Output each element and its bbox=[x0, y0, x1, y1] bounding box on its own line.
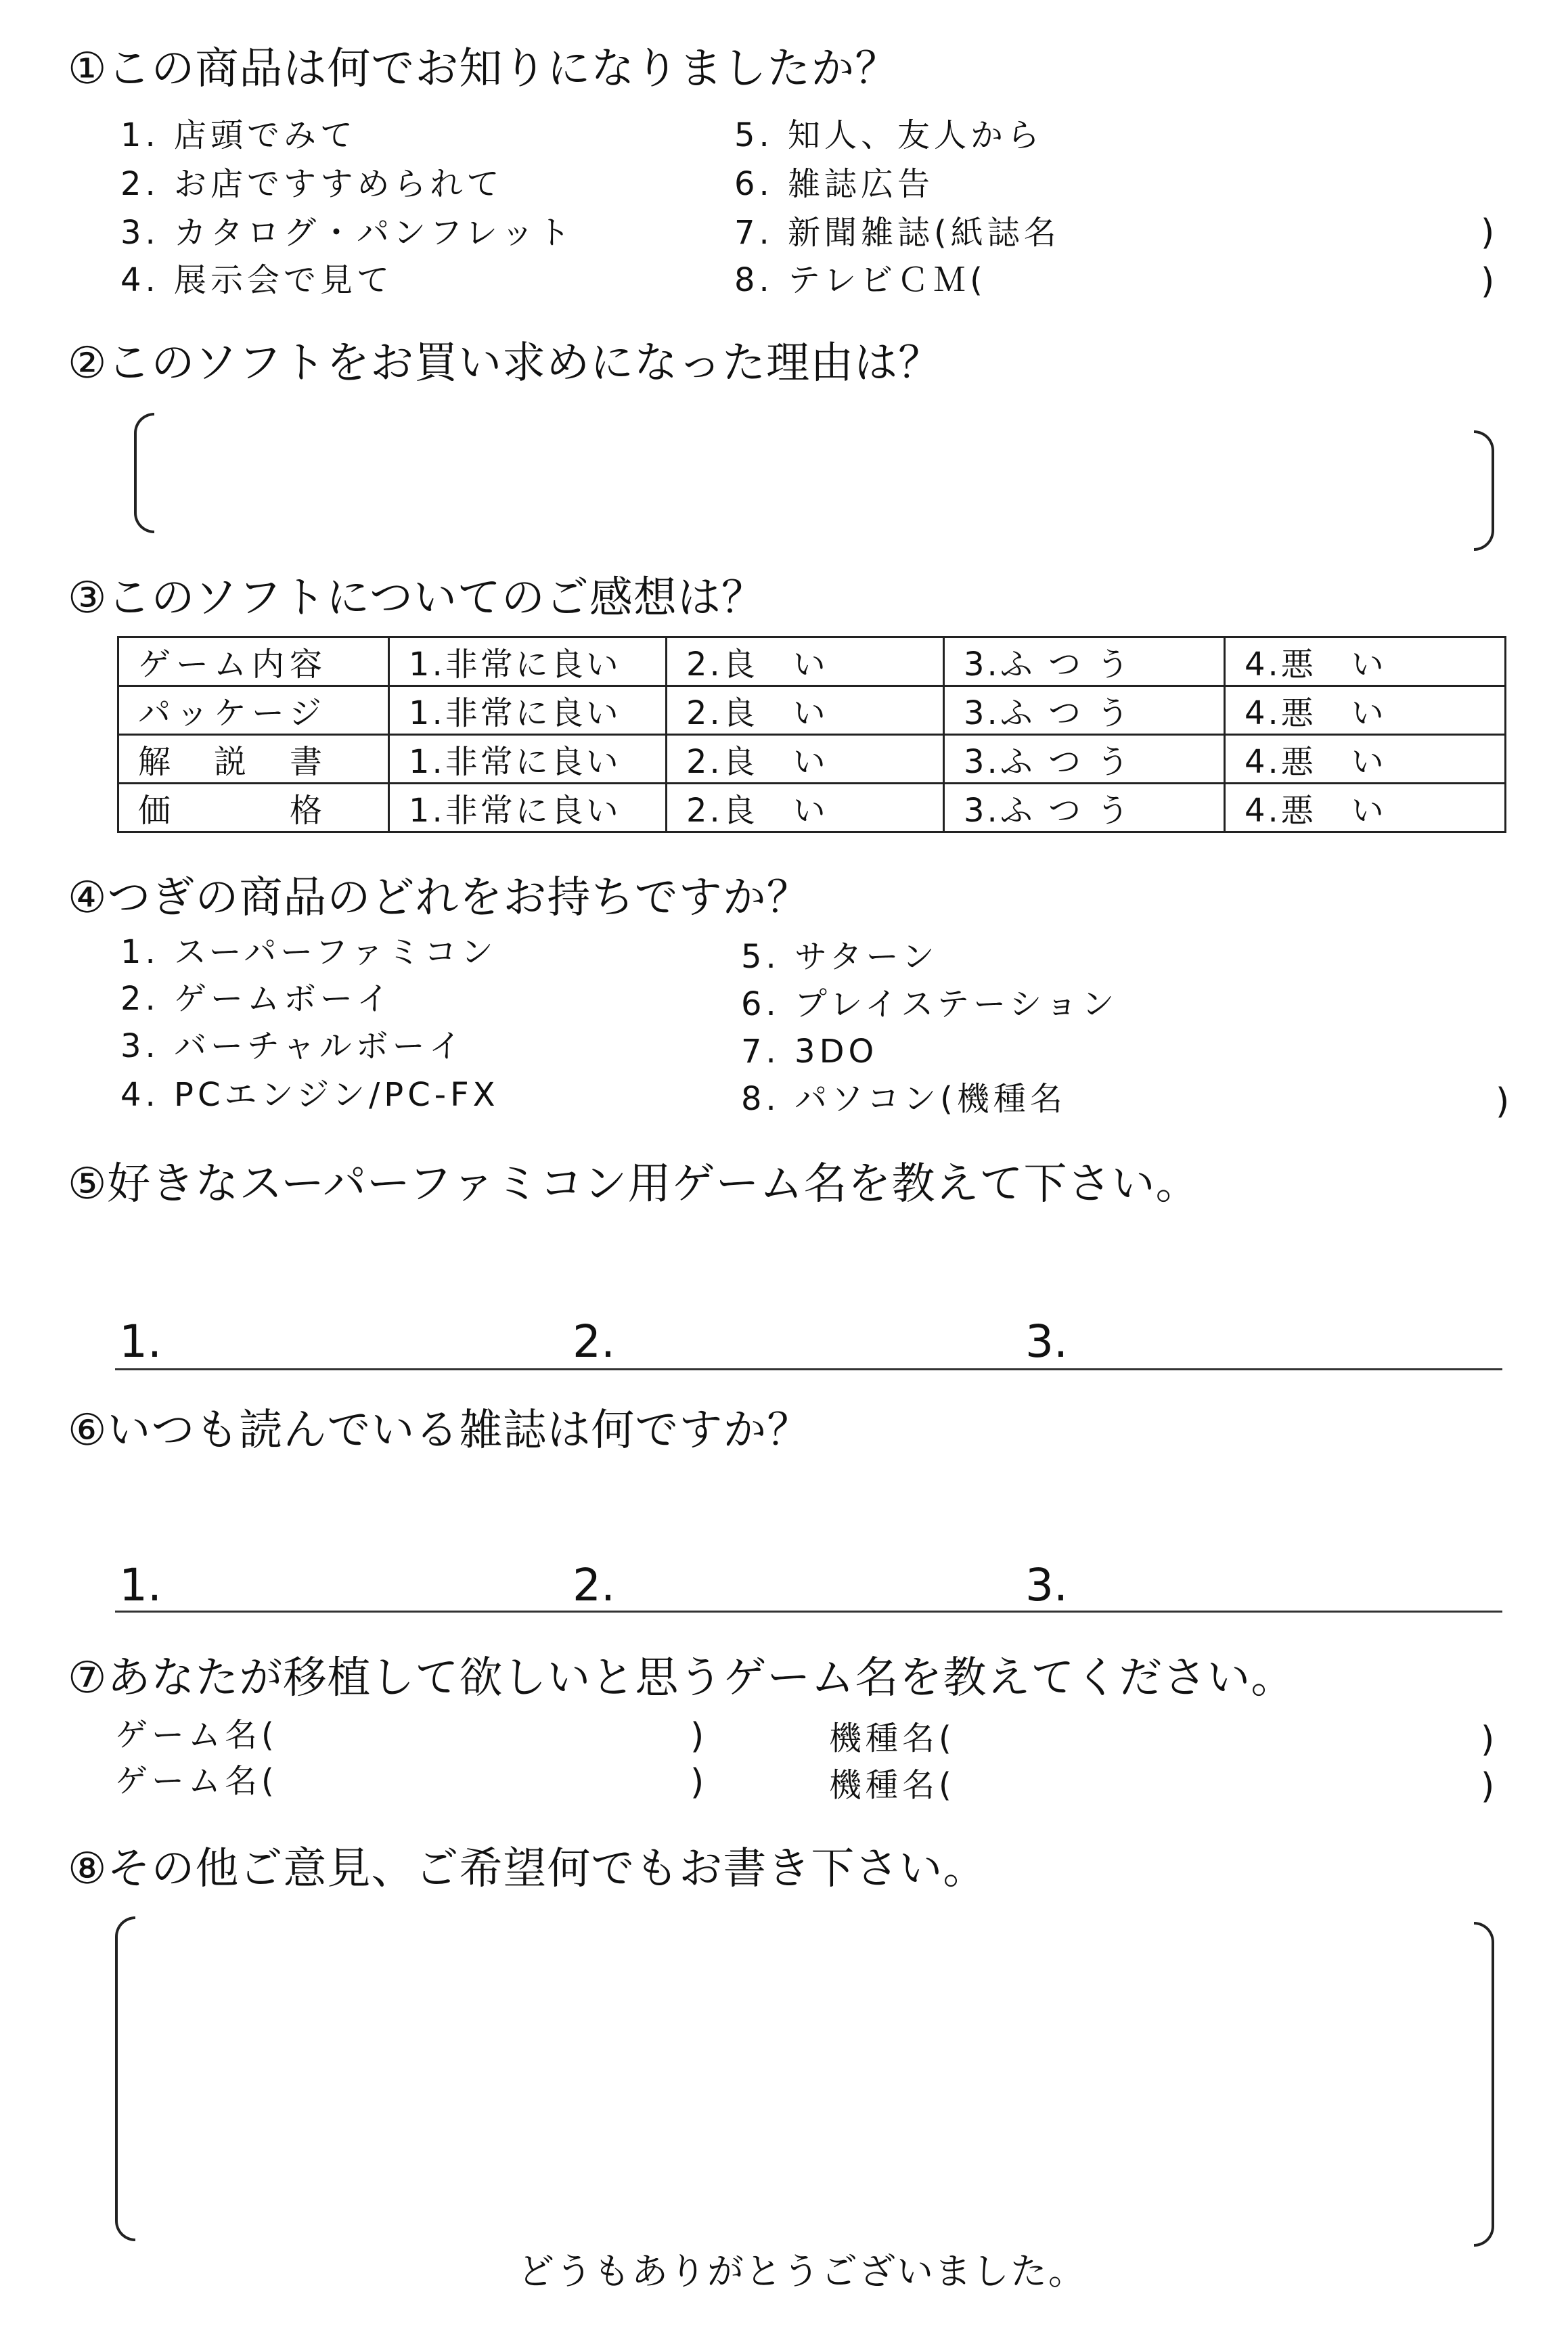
rating-row bbox=[118, 784, 1506, 832]
q7-machine-name-label-1[interactable]: 機種名( bbox=[829, 1719, 956, 1757]
q5-answer-2-number: 2. bbox=[573, 1316, 615, 1368]
q1-option-3[interactable]: 3. カタログ・パンフレット bbox=[120, 214, 575, 252]
rating-choice[interactable]: 1.非常に良い bbox=[389, 784, 667, 832]
rating-choice[interactable]: 4.悪 い bbox=[1225, 735, 1506, 784]
rating-row bbox=[118, 637, 1506, 686]
q1-option-7-close-paren: ) bbox=[1481, 212, 1495, 253]
question-4-title: ④つぎの商品のどれをお持ちですか？ bbox=[68, 873, 811, 923]
rating-choice[interactable]: 3.ふ つ う bbox=[944, 784, 1225, 832]
q2-answer-box-right-bracket bbox=[1474, 430, 1494, 551]
q7-machine-name-close-2: ) bbox=[1481, 1766, 1495, 1807]
q1-option-2[interactable]: 2. お店ですすめられて bbox=[120, 165, 503, 203]
rating-category: ゲーム内容 bbox=[118, 637, 389, 686]
q8-answer-box-right-bracket bbox=[1474, 1922, 1494, 2247]
question-5-title: ⑤好きなスーパーファミコン用ゲーム名を教えて下さい。 bbox=[68, 1159, 1200, 1209]
rating-choice[interactable]: 2.良 い bbox=[667, 784, 944, 832]
q4-option-4[interactable]: 4. PCエンジン/PC-FX bbox=[120, 1076, 499, 1114]
rating-row bbox=[118, 735, 1506, 784]
rating-category: 解 説 書 bbox=[118, 735, 389, 784]
q7-machine-name-label-2[interactable]: 機種名( bbox=[829, 1766, 956, 1804]
q1-option-8[interactable]: 8. テレビＣＭ( bbox=[734, 261, 987, 299]
question-2-title: ②このソフトをお買い求めになった理由は？ bbox=[68, 338, 943, 388]
q7-machine-name-close-1: ) bbox=[1481, 1719, 1495, 1760]
q4-option-6[interactable]: 6. プレイステーション bbox=[741, 985, 1119, 1023]
q6-answer-line[interactable] bbox=[115, 1611, 1502, 1613]
q1-option-6[interactable]: 6. 雑誌広告 bbox=[734, 165, 935, 203]
q1-option-7[interactable]: 7. 新聞雑誌(紙誌名 bbox=[734, 214, 1060, 252]
q7-game-name-label-1[interactable]: ゲーム名( bbox=[115, 1716, 278, 1754]
question-8-title: ⑧その他ご意見、ご希望何でもお書き下さい。 bbox=[68, 1844, 987, 1894]
rating-choice[interactable]: 1.非常に良い bbox=[389, 637, 667, 686]
q2-answer-box-left-bracket bbox=[134, 413, 154, 533]
q7-game-name-close-1: ) bbox=[690, 1716, 704, 1757]
rating-choice[interactable]: 2.良 い bbox=[667, 637, 944, 686]
q4-option-8[interactable]: 8. パソコン(機種名 bbox=[741, 1080, 1067, 1118]
rating-choice[interactable]: 1.非常に良い bbox=[389, 735, 667, 784]
rating-table bbox=[117, 636, 1506, 833]
question-7-title: ⑦あなたが移植して欲しいと思うゲーム名を教えてください。 bbox=[68, 1653, 1295, 1703]
q5-answer-3-number: 3. bbox=[1025, 1316, 1068, 1368]
q8-answer-area[interactable] bbox=[142, 1925, 1462, 2230]
q6-answer-3-number: 3. bbox=[1025, 1559, 1068, 1611]
rating-choice[interactable]: 3.ふ つ う bbox=[944, 735, 1225, 784]
q7-game-name-label-2[interactable]: ゲーム名( bbox=[115, 1762, 278, 1800]
q4-option-2[interactable]: 2. ゲームボーイ bbox=[120, 980, 394, 1018]
q8-answer-box-left-bracket bbox=[115, 1916, 135, 2241]
rating-choice[interactable]: 3.ふ つ う bbox=[944, 686, 1225, 735]
q4-option-7[interactable]: 7. 3DO bbox=[741, 1033, 878, 1071]
q1-option-8-close-paren: ) bbox=[1481, 261, 1495, 302]
rating-category: パッケージ bbox=[118, 686, 389, 735]
rating-category: 価 格 bbox=[118, 784, 389, 832]
q6-answer-2-number: 2. bbox=[573, 1559, 615, 1611]
q5-answer-line[interactable] bbox=[115, 1368, 1502, 1370]
q4-option-8-close-paren: ) bbox=[1496, 1081, 1510, 1122]
q6-answer-1-number: 1. bbox=[119, 1559, 162, 1611]
rating-row bbox=[118, 686, 1506, 735]
question-3-title: ③このソフトについてのご感想は？ bbox=[68, 573, 765, 623]
thank-you-message: どうもありがとうございました。 bbox=[518, 2250, 1086, 2293]
rating-choice[interactable]: 4.悪 い bbox=[1225, 686, 1506, 735]
rating-choice[interactable]: 4.悪 い bbox=[1225, 637, 1506, 686]
q1-option-1[interactable]: 1. 店頭でみて bbox=[120, 116, 357, 154]
q4-option-1[interactable]: 1. スーパーファミコン bbox=[120, 933, 497, 971]
q2-answer-area[interactable] bbox=[162, 420, 1462, 535]
rating-choice[interactable]: 4.悪 い bbox=[1225, 784, 1506, 832]
q5-answer-1-number: 1. bbox=[119, 1316, 162, 1368]
q7-game-name-close-2: ) bbox=[690, 1762, 704, 1803]
q4-option-5[interactable]: 5. サターン bbox=[741, 938, 939, 976]
question-1-title: ①この商品は何でお知りになりましたか？ bbox=[68, 44, 899, 94]
q1-option-4[interactable]: 4. 展示会で見て bbox=[120, 261, 394, 299]
q4-option-3[interactable]: 3. バーチャルボーイ bbox=[120, 1027, 466, 1065]
rating-choice[interactable]: 1.非常に良い bbox=[389, 686, 667, 735]
rating-choice[interactable]: 3.ふ つ う bbox=[944, 637, 1225, 686]
question-6-title: ⑥いつも読んでいる雑誌は何ですか？ bbox=[68, 1406, 811, 1456]
rating-choice[interactable]: 2.良 い bbox=[667, 686, 944, 735]
rating-choice[interactable]: 2.良 い bbox=[667, 735, 944, 784]
q1-option-5[interactable]: 5. 知人、友人から bbox=[734, 116, 1044, 154]
